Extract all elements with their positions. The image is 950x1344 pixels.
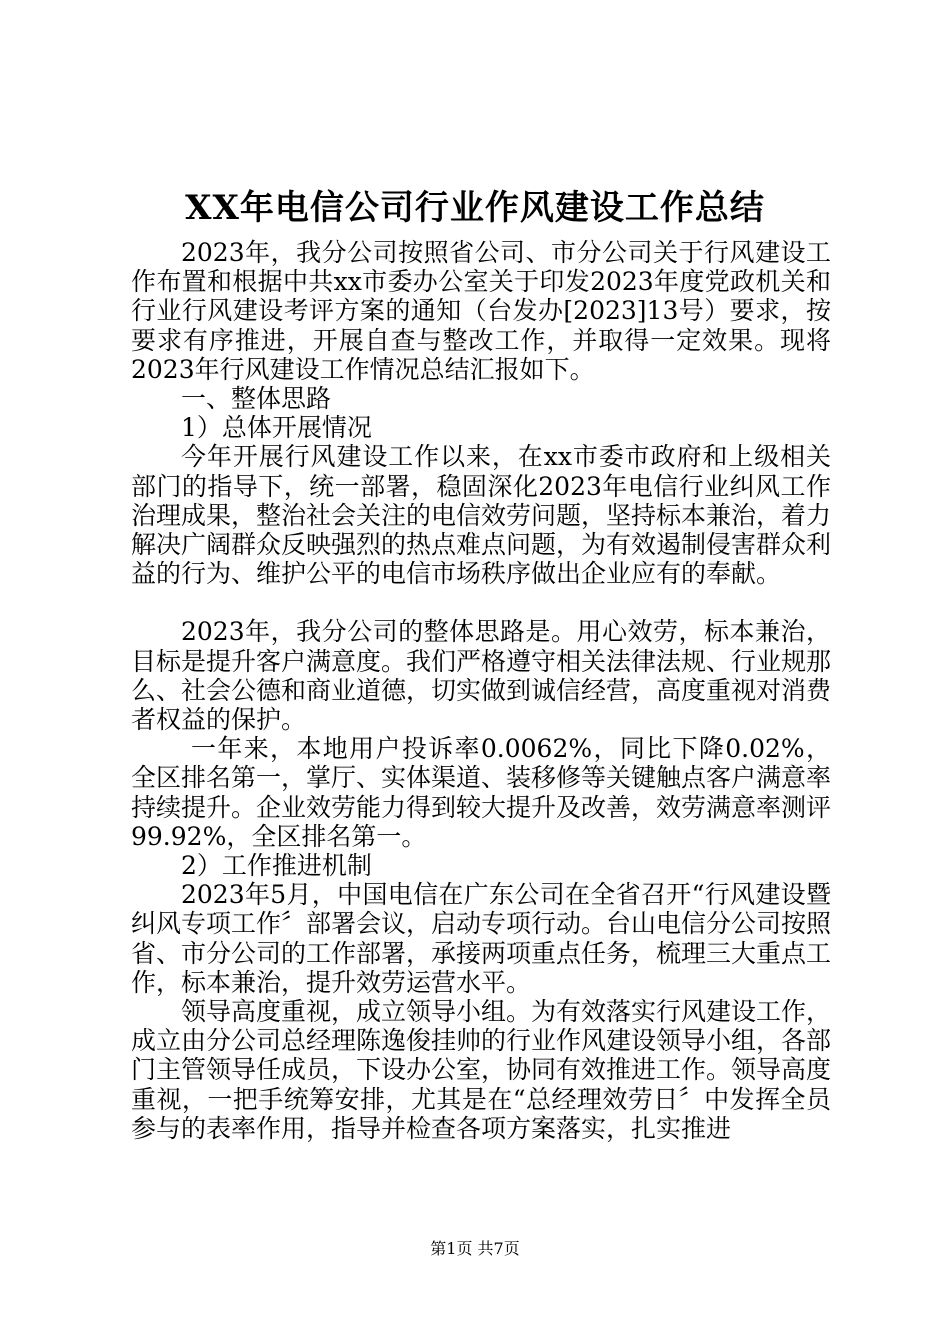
document-title: XX年电信公司行业作风建设工作总结	[185, 188, 765, 228]
paragraph-complaint-rate: 一年来，本地用户投诉率0.0062%，同比下降0.02%，全区排名第一，掌厅、实体渠道、装移修等关键触点客户满意率持续提升。企业效劳能力得到较大提升及改善，效劳满意率测评99.92%，全区排名第一。	[131, 734, 832, 851]
section-heading-overall-approach: 一、整体思路	[181, 384, 332, 414]
paragraph-may-meeting: 2023年5月，中国电信在广东公司在全省召开“行风建设暨纠风专项工作〞部署会议，启动专项行动。台山电信分公司按照省、市分公司的工作部署，承接两项重点任务，梳理三大重点工作，标本兼治，提升效劳运营水平。	[131, 880, 832, 997]
subheading-work-mechanism: 2）工作推进机制	[181, 851, 372, 881]
page-number-footer: 第1页 共7页	[430, 1239, 520, 1258]
paragraph-approach: 2023年，我分公司的整体思路是。用心效劳，标本兼治，目标是提升客户满意度。我们严格遵守相关法律法规、行业规那么、社会公德和商业道德，切实做到诚信经营，高度重视对消费者权益的保护。	[131, 617, 832, 735]
paragraph-leadership: 领导高度重视，成立领导小组。为有效落实行风建设工作，成立由分公司总经理陈逸俊挂帅的行业作风建设领导小组，各部门主管领导任成员，下设办公室，协同有效推进工作。领导高度重视，一把手统筹安排，尤其是在“总经理效劳日〞中发挥全员参与的表率作用，指导并检查各项方案落实，扎实推进	[131, 997, 832, 1143]
paragraph-progress: 今年开展行风建设工作以来，在xx市委市政府和上级相关部门的指导下，统一部署，稳固深化2023年电信行业纠风工作治理成果，整治社会关注的电信效劳问题，坚持标本兼治，着力解决广阔群众反映强烈的热点难点问题，为有效遏制侵害群众利益的行为、维护公平的电信市场秩序做出企业应有的奉献。	[131, 442, 832, 589]
blank-line	[131, 588, 831, 617]
document-body	[131, 238, 831, 1143]
subheading-overall-progress: 1）总体开展情况	[181, 413, 372, 443]
paragraph-intro: 2023年，我分公司按照省公司、市分公司关于行风建设工作布置和根据中共xx市委办公室关于印发2023年度党政机关和行业行风建设考评方案的通知（台发办[2023]13号）要求，按要求有序推进，开展自查与整改工作，并取得一定效果。现将2023年行风建设工作情况总结汇报如下。	[131, 238, 831, 384]
